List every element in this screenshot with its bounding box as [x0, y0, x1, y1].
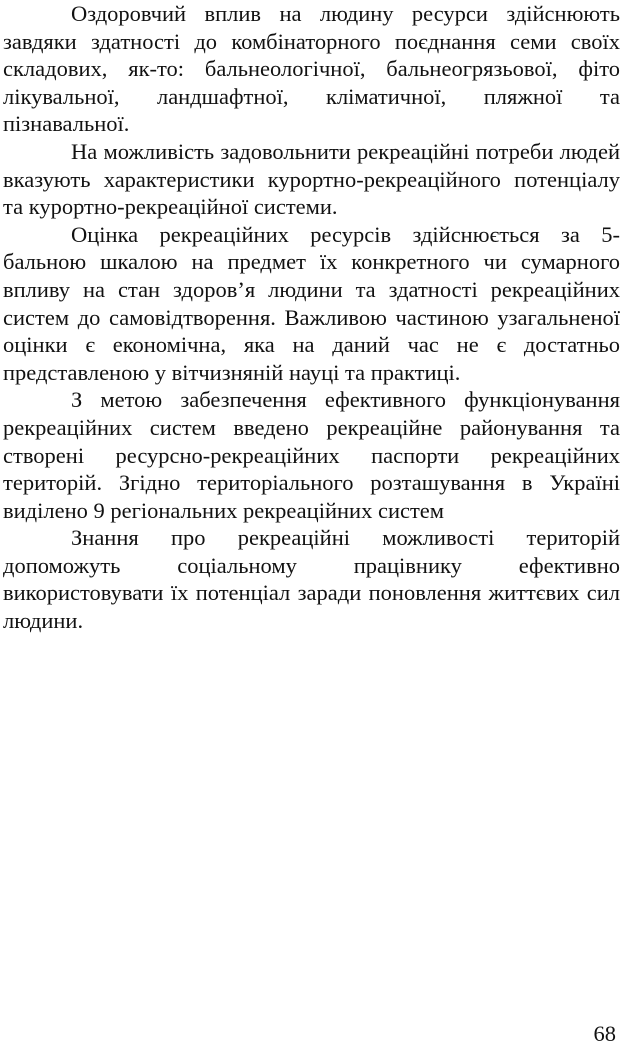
paragraph-1: Оздоровчий вплив на людину ресурси здійснюють завдяки здатності до комбінаторного поєднання семи своїх складових, як-то: бальнеологічної, бальнеогрязьової, фіто лікувальної, ландшафтної, кліматичної, пляжної та пізнавальної. [3, 1, 620, 137]
paragraph-2: На можливість задовольнити рекреаційні потреби людей вказують характеристики курортно-рекреаційного потенціалу та курортно-рекреаційної системи. [3, 138, 620, 220]
paragraph-4: З метою забезпечення ефективного функціонування рекреаційних систем введено рекреаційне районування та створені ресурсно-рекреаційних паспорти рекреаційних територій. Згідно територіального розташування в Україні виділено 9 регіональних рекреаційних систем [3, 387, 620, 523]
paragraph-5: Знання про рекреаційні можливості територій допоможуть соціальному працівнику ефективно використовувати їх потенціал заради поновлення життєвих сил людини. [3, 525, 620, 634]
page-number: 68 [593, 1021, 616, 1046]
paragraph-3: Оцінка рекреаційних ресурсів здійснюється за 5-бальною шкалою на предмет їх конкретного чи сумарного впливу на стан здоров’я людини та здатності рекреаційних систем до самовідтворення. Важливою частиною узагальненої оцінки є економічна, яка на даний час не є достатньо представленою у вітчизняній науці та практиці. [3, 221, 620, 385]
body-text [3, 0, 620, 635]
